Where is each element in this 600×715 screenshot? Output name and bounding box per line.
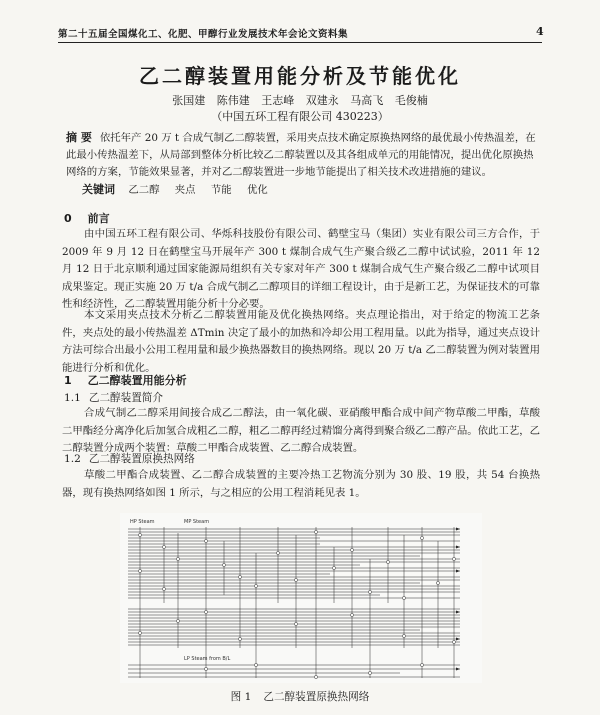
keyword: 优化 <box>246 184 268 196</box>
mp-steam-label: MP Steam <box>184 519 210 525</box>
affiliation: （中国五环工程有限公司 430223） <box>211 110 389 123</box>
subsection-heading-1-1: 1.1 乙二醇装置简介 <box>64 392 164 404</box>
keyword: 节能 <box>210 184 232 196</box>
keywords-label: 关键词 <box>82 183 115 196</box>
figure-caption: 图 1 乙二醇装置原换热网络 <box>230 691 370 703</box>
hp-steam-label: HP Steam <box>130 519 155 525</box>
section0-paragraph-1: 由中国五环工程有限公司、华烁科技股份有限公司、鹤壁宝马（集团）实业有限公司三方合作，于 2009 年 9 月 12 日在鹤壁宝马开展年产 300 t 煤制合成气生产聚合级乙二醇中试试验，2011 年 12 月 12 日于北京顺利通过国家能源局组织有关专家对年产 300 t 煤制合成气生产聚合级乙二醇中试项目成果鉴定。现正实施 20 万 t/a 合成气制乙二醇项目的详细工程设计，由于是新工艺，为保证技术的可靠性和经济性，乙二醇装置用能分析十分必要。 <box>62 228 540 311</box>
heat-exchanger-network-figure <box>120 513 482 683</box>
keyword: 夹点 <box>174 184 196 196</box>
section-heading-0: 0 前言 <box>64 212 110 225</box>
paper-title: 乙二醇装置用能分析及节能优化 <box>139 64 461 88</box>
keyword: 乙二醇 <box>128 184 160 196</box>
abstract <box>66 129 538 181</box>
abstract-label: 摘 要 <box>66 131 92 144</box>
abstract-text: 依托年产 20 万 t 合成气制乙二醇装置，采用夹点技术确定原换热网络的最优最小传热温差，在此最小传热温差下，从局部到整体分析比较乙二醇装置以及其各组成单元的用能情况，提出优化原换热网络的方案，节能效果显著，并对乙二醇装置进一步地节能提出了相关技术改进措施的建议。 <box>66 132 536 178</box>
authors: 张国建 陈伟建 王志峰 双建永 马高飞 毛俊楠 <box>172 94 428 107</box>
section-heading-1: 1 乙二醇装置用能分析 <box>64 374 187 387</box>
section0-paragraph-2: 本文采用夹点技术分析乙二醇装置用能及优化换热网络。夹点理论指出，对于给定的物流工艺条件，夹点处的最小传热温差 ΔTmin 决定了最小的加热和冷却公用工程用量。以此为指导，通过夹点设计方法可综合出最小公用工程用量和最少换热器数目的换热网络。现以 20 万 t/a 乙二醇装置为例对装置用能进行分析和优化。 <box>62 309 540 374</box>
page-number: 4 <box>536 25 544 38</box>
network-diagram <box>120 513 482 683</box>
section1-2-paragraph: 草酸二甲酯合成装置、乙二醇合成装置的主要冷热工艺物流分别为 30 股、19 股，共 54 台换热器，现有换热网络如图 1 所示，与之相应的公用工程消耗见表 1。 <box>62 469 540 499</box>
header-rule <box>58 42 542 43</box>
subsection-heading-1-2: 1.2 乙二醇装置原换热网络 <box>64 453 195 465</box>
lp-steam-label: LP Steam from B/L <box>184 656 231 662</box>
keywords <box>82 181 542 197</box>
section1-1-paragraph: 合成气制乙二醇采用间接合成乙二醇法，由一氧化碳、亚硝酸甲酯合成中间产物草酸二甲酯，草酸二甲酯经分离净化后加氢合成粗乙二醇，粗乙二醇再经过精馏分离得到聚合级乙二醇产品。依此工艺，乙二醇装置分成两个装置：草酸二甲酯合成装置、乙二醇合成装置。 <box>62 407 540 455</box>
running-header: 第二十五届全国煤化工、化肥、甲醇行业发展技术年会论文资料集 <box>58 29 349 40</box>
